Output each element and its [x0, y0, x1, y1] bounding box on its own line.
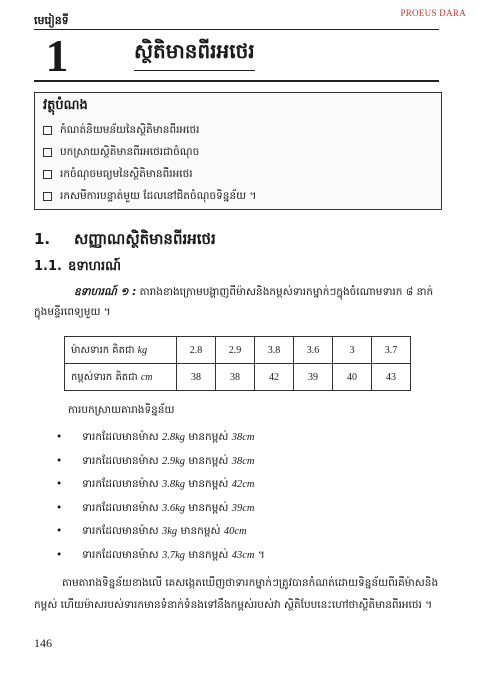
lesson-divider [34, 29, 439, 30]
table-row [65, 364, 411, 391]
table-cell: 39 [294, 364, 333, 391]
chapter-divider [34, 80, 439, 82]
bullet-icon: • [56, 478, 63, 490]
section-heading [34, 230, 216, 252]
table-cell: 3 [333, 337, 372, 364]
table-cell: 3.7 [372, 337, 411, 364]
bullet-icon: • [56, 525, 63, 537]
table-cell: 3.8 [255, 337, 294, 364]
objective-item: កំណត់និយមន័យនៃស្ថិតិមានពីរអថេរ [43, 119, 433, 141]
row-header-mass: ម៉ាសទារក គិតជា kg [65, 337, 177, 364]
objective-item: បកស្រាយស្ថិតិមានពីរអថេរជាចំណុច [43, 141, 433, 163]
bullet-icon: • [56, 501, 63, 514]
table-row [65, 337, 411, 364]
lesson-label: មេរៀនទី [34, 14, 69, 27]
list-item: • ទារកដែលមានម៉ាស 3.7kg មានកម្ពស់ 43cm ។ [56, 544, 265, 568]
objectives-box [34, 92, 442, 210]
watermark: PROEUS DARA [400, 8, 466, 18]
list-item: • ទារកដែលមានម៉ាស 3kg មានកម្ពស់ 40cm [56, 520, 265, 544]
bullet-icon: • [56, 431, 63, 443]
table-cell: 2.8 [177, 337, 216, 364]
checkbox-icon [43, 126, 52, 135]
page-number: 146 [34, 636, 52, 650]
bullet-icon: • [56, 548, 63, 561]
section-title: សញ្ញាណស្ថិតិមានពីរអថេរ [74, 230, 216, 248]
section-number: 1. [34, 230, 51, 248]
list-item: • ទារកដែលមានម៉ាស 3.6kg មានកម្ពស់ 39cm [56, 497, 265, 521]
subsection-heading [34, 258, 121, 277]
list-item: • ទារកដែលមានម៉ាស 3.8kg មានកម្ពស់ 42cm [56, 473, 265, 497]
data-table [64, 336, 411, 391]
table-cell: 3.6 [294, 337, 333, 364]
chapter-title: ស្ថិតិមានពីរអថេរ [134, 38, 255, 71]
checkbox-icon [43, 170, 52, 179]
objective-item: រកចំណុចមធ្យមនៃស្ថិតិមានពីរអថេរ [43, 163, 433, 185]
row-header-height: កម្ពស់ទារក គិតជា cm [65, 364, 177, 391]
checkbox-icon [43, 192, 52, 201]
example-text: តារាងខាងក្រោមបង្ហាញពីម៉ាសនិងកម្ពស់ទារកម្នាក់ៗក្នុងចំណោមទារក ៨ នាក់ ក្នុងមន្ទីរពេទ្យមួយ ។ [34, 286, 434, 318]
subsection-number: 1.1. [34, 259, 62, 274]
bullet-list [56, 426, 265, 567]
table-interpretation-heading: ការបកស្រាយតារាងទិន្នន័យ [68, 404, 175, 416]
example-paragraph [34, 282, 444, 322]
chapter-number: 1 [45, 30, 69, 81]
list-item: • ទារកដែលមានម៉ាស 2.9kg មានកម្ពស់ 38cm [56, 450, 265, 474]
objectives-title: វត្ថុបំណង [43, 98, 88, 113]
table-cell: 38 [216, 364, 255, 391]
subsection-title: ឧទាហរណ៍ [68, 259, 122, 274]
conclusion-line: តាមតារាងទិន្នន័យខាងលើ គេសង្កេតឃើញថាទារកម្នាក់ៗត្រូវបានកំណត់ដោយទិន្នន័យពីរគឺម៉ាសនិង [62, 577, 439, 589]
table-cell: 2.9 [216, 337, 255, 364]
objective-item: រកសមីការបន្ទាត់មួយ ដែលនៅជិតចំណុចទិន្នន័យ ។ [43, 185, 433, 207]
table-cell: 42 [255, 364, 294, 391]
bullet-icon: • [56, 454, 63, 467]
conclusion-line: កម្ពស់ ហើយម៉ាសរបស់ទារកមានទំនាក់ទំនងទៅនឹងកម្ពស់របស់វា ស្ថិតិបែបនេះហៅថាស្ថិតិមានពីរអថេរ ។ [34, 599, 433, 611]
example-lead: ឧទាហរណ៍ ១ : [74, 286, 137, 298]
list-item: • ទារកដែលមានម៉ាស 2.8kg មានកម្ពស់ 38cm [56, 426, 265, 450]
conclusion-paragraph [34, 572, 444, 616]
checkbox-icon [43, 148, 52, 157]
table-cell: 38 [177, 364, 216, 391]
table-cell: 43 [372, 364, 411, 391]
table-cell: 40 [333, 364, 372, 391]
